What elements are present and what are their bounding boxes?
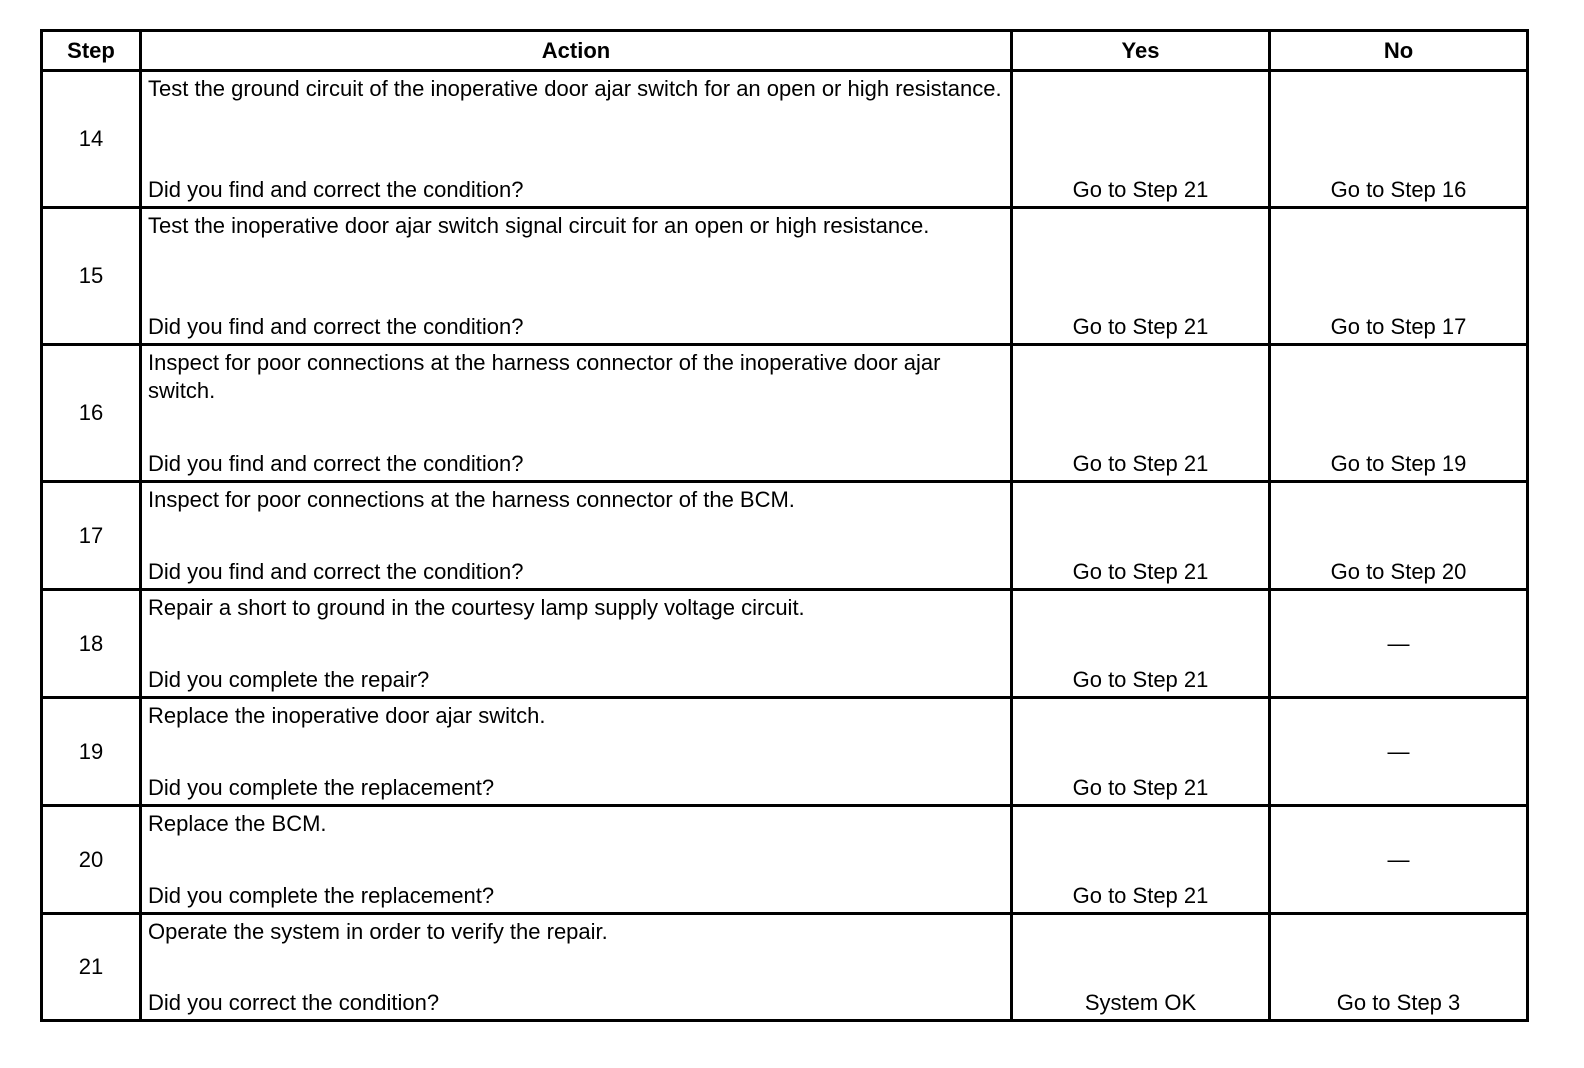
action-question: Did you find and correct the condition? <box>148 559 524 584</box>
action-text: Test the inoperative door ajar switch signal circuit for an open or high resistance. <box>148 213 930 238</box>
action-cell <box>141 806 1012 914</box>
step-number: 16 <box>42 345 141 482</box>
yes-result: Go to Step 21 <box>1012 590 1270 698</box>
action-question: Did you complete the replacement? <box>148 883 495 908</box>
header-action: Action <box>141 31 1012 71</box>
no-result-dash: — <box>1270 590 1528 698</box>
action-cell <box>141 71 1012 208</box>
yes-result: Go to Step 21 <box>1012 71 1270 208</box>
action-text: Test the ground circuit of the inoperative door ajar switch for an open or high resistance. <box>148 76 1002 101</box>
step-number: 21 <box>42 914 141 1021</box>
action-text: Inspect for poor connections at the harness connector of the BCM. <box>148 487 795 512</box>
action-question: Did you find and correct the condition? <box>148 451 524 476</box>
step-number: 18 <box>42 590 141 698</box>
no-result: Go to Step 20 <box>1270 482 1528 590</box>
table-row <box>42 914 1528 1021</box>
action-question: Did you complete the replacement? <box>148 775 495 800</box>
table-row <box>42 482 1528 590</box>
yes-result: Go to Step 21 <box>1012 345 1270 482</box>
action-text: Repair a short to ground in the courtesy lamp supply voltage circuit. <box>148 595 805 620</box>
action-cell <box>141 914 1012 1021</box>
yes-result: Go to Step 21 <box>1012 806 1270 914</box>
action-cell <box>141 590 1012 698</box>
step-number: 20 <box>42 806 141 914</box>
action-text: Inspect for poor connections at the harness connector of the inoperative door ajar switch. <box>148 350 941 403</box>
yes-result: Go to Step 21 <box>1012 482 1270 590</box>
yes-result: Go to Step 21 <box>1012 208 1270 345</box>
header-step: Step <box>42 31 141 71</box>
action-cell <box>141 208 1012 345</box>
no-result: Go to Step 3 <box>1270 914 1528 1021</box>
no-result: Go to Step 19 <box>1270 345 1528 482</box>
step-number: 17 <box>42 482 141 590</box>
table-row <box>42 208 1528 345</box>
table-row <box>42 698 1528 806</box>
step-number: 15 <box>42 208 141 345</box>
header-yes: Yes <box>1012 31 1270 71</box>
action-text: Replace the BCM. <box>148 811 327 836</box>
action-cell <box>141 698 1012 806</box>
yes-result: System OK <box>1012 914 1270 1021</box>
no-result: Go to Step 16 <box>1270 71 1528 208</box>
table-row <box>42 806 1528 914</box>
action-question: Did you find and correct the condition? <box>148 314 524 339</box>
no-result-dash: — <box>1270 806 1528 914</box>
table-row <box>42 71 1528 208</box>
no-result-dash: — <box>1270 698 1528 806</box>
no-result: Go to Step 17 <box>1270 208 1528 345</box>
action-text: Operate the system in order to verify the repair. <box>148 919 608 944</box>
table-row <box>42 345 1528 482</box>
action-cell <box>141 345 1012 482</box>
action-question: Did you complete the repair? <box>148 667 430 692</box>
header-row <box>42 31 1528 71</box>
step-number: 14 <box>42 71 141 208</box>
action-text: Replace the inoperative door ajar switch. <box>148 703 546 728</box>
yes-result: Go to Step 21 <box>1012 698 1270 806</box>
action-cell <box>141 482 1012 590</box>
action-question: Did you find and correct the condition? <box>148 177 524 202</box>
step-number: 19 <box>42 698 141 806</box>
diagnostic-table <box>40 29 1529 1022</box>
table-row <box>42 590 1528 698</box>
action-question: Did you correct the condition? <box>148 990 440 1015</box>
header-no: No <box>1270 31 1528 71</box>
